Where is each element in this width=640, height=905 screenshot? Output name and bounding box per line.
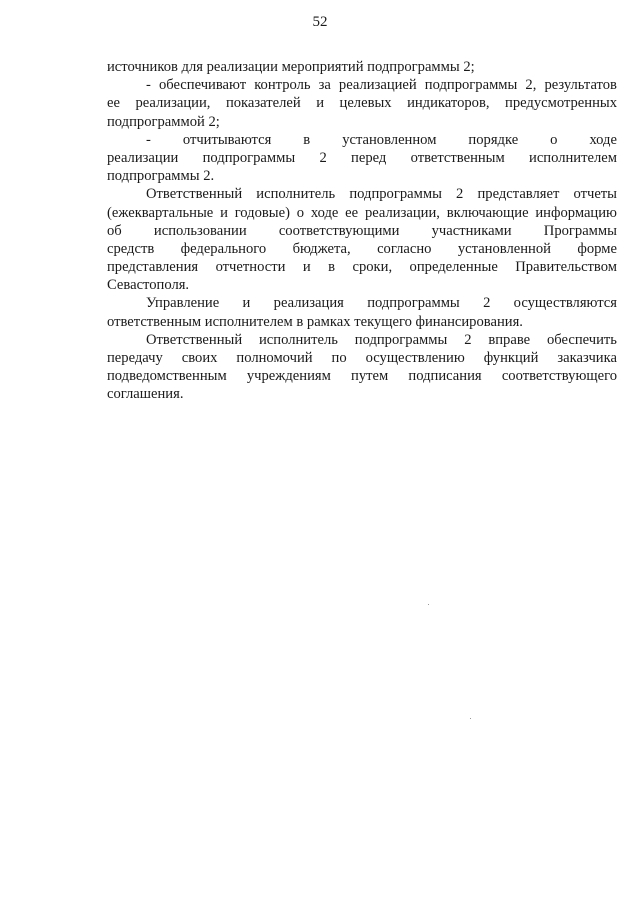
paragraph [107, 294, 617, 330]
scan-speck [428, 604, 429, 605]
word: реализации, [364, 204, 440, 221]
word: передачу [107, 350, 163, 366]
word: за [318, 77, 331, 94]
word: ее [107, 95, 120, 112]
text-line [107, 331, 617, 349]
word: соответствующего [501, 368, 617, 385]
document-body [107, 58, 617, 404]
word: исполнитель [256, 186, 336, 203]
word: контроль [254, 77, 311, 94]
text-line [107, 185, 617, 203]
word: подпрограммы [202, 149, 296, 166]
text-line [107, 349, 617, 367]
word: включающие [446, 204, 529, 221]
word: определенные [409, 259, 498, 276]
word: реализацией [338, 77, 417, 94]
word: участниками [431, 222, 512, 239]
paragraph [107, 76, 617, 131]
word: порядке [468, 131, 519, 148]
word: своих [181, 350, 218, 366]
word: установленном [342, 131, 437, 148]
word: ходе [310, 204, 339, 221]
word: согласно [377, 240, 432, 257]
word: предусмотренных [505, 95, 617, 112]
word: средств [107, 240, 155, 257]
word: о [550, 131, 558, 148]
word: показателей [225, 95, 301, 112]
paragraph [107, 131, 617, 186]
word: федерального [180, 240, 267, 257]
text-line: соглашения. [107, 386, 184, 403]
word: исполнителем [529, 149, 617, 166]
text-line [107, 149, 617, 167]
word: использовании [153, 222, 247, 239]
text-line [107, 240, 617, 258]
word: целевых [339, 95, 392, 112]
word: и [316, 95, 325, 112]
word: реализации, [135, 95, 211, 112]
page-number: 52 [312, 14, 328, 30]
word: в [303, 131, 311, 148]
word: ответственным [410, 149, 505, 166]
scan-speck [470, 718, 471, 719]
word: в [328, 259, 336, 276]
word: об [107, 222, 122, 239]
word: форме [577, 240, 617, 257]
word: реализация [273, 295, 344, 312]
word: осуществлению [365, 350, 465, 366]
paragraph [107, 185, 617, 294]
word: Программы [543, 222, 617, 239]
word: 2, [525, 77, 537, 94]
word: перед [351, 149, 387, 166]
word: подведомственным [107, 368, 227, 385]
word: и [220, 204, 228, 221]
text-line: ответственным исполнителем в рамках текущего финансирования. [107, 313, 523, 330]
word: годовые) [234, 204, 290, 221]
word: обеспечивают [158, 77, 247, 94]
word: ее [345, 204, 359, 221]
word: подписания [408, 368, 482, 385]
text-line [107, 131, 617, 149]
paragraph [107, 58, 617, 76]
text-line: подпрограммы 2. [107, 168, 215, 185]
word: и [242, 295, 251, 312]
text-line [107, 204, 617, 222]
word: установленной [457, 240, 551, 257]
word: бюджета, [292, 240, 351, 257]
word: (ежеквартальные [107, 204, 214, 221]
text-line [107, 294, 617, 312]
word: ходе [589, 131, 617, 148]
word: отчитываются [182, 131, 272, 148]
word: представления [107, 259, 199, 276]
word: представляет [477, 186, 560, 203]
word: Ответственный [146, 331, 243, 348]
word: вправе [488, 331, 531, 348]
text-line: подпрограммой 2; [107, 113, 220, 130]
word: реализации [107, 149, 179, 166]
text-line [107, 258, 617, 276]
word: путем [351, 368, 389, 385]
word: 2 [456, 186, 464, 203]
word: информацию [535, 204, 617, 221]
text-line: Севастополя. [107, 277, 190, 294]
word: подпрограммы [367, 295, 460, 312]
word: о [296, 204, 305, 221]
word: обеспечить [546, 331, 617, 348]
word: исполнитель [259, 331, 338, 348]
word: отчеты [573, 186, 617, 203]
word: подпрограммы [354, 331, 448, 348]
word: 2 [319, 149, 327, 166]
word: подпрограммы [424, 77, 518, 94]
word: результатов [544, 77, 617, 94]
word: - [146, 77, 151, 94]
word: 2 [464, 331, 472, 348]
word: Управление [146, 295, 220, 312]
word: заказчика [557, 350, 617, 366]
word: осуществляются [513, 295, 617, 312]
word: Правительством [515, 259, 617, 276]
word: учреждениям [246, 368, 331, 385]
word: функций [483, 350, 539, 366]
word: и [302, 259, 311, 276]
word: полномочий [236, 350, 313, 366]
word: - [146, 131, 151, 148]
word: соответствующими [278, 222, 400, 239]
text-line [107, 222, 617, 240]
word: по [331, 350, 347, 366]
word: отчетности [215, 259, 286, 276]
word: Ответственный [146, 186, 243, 203]
word: индикаторов, [407, 95, 490, 112]
word: 2 [483, 295, 491, 312]
word: сроки, [352, 259, 393, 276]
text-line [107, 367, 617, 385]
text-line [107, 94, 617, 112]
text-line [107, 76, 617, 94]
word: подпрограммы [349, 186, 442, 203]
text-line: источников для реализации мероприятий подпрограммы 2; [107, 59, 475, 75]
paragraph [107, 331, 617, 404]
